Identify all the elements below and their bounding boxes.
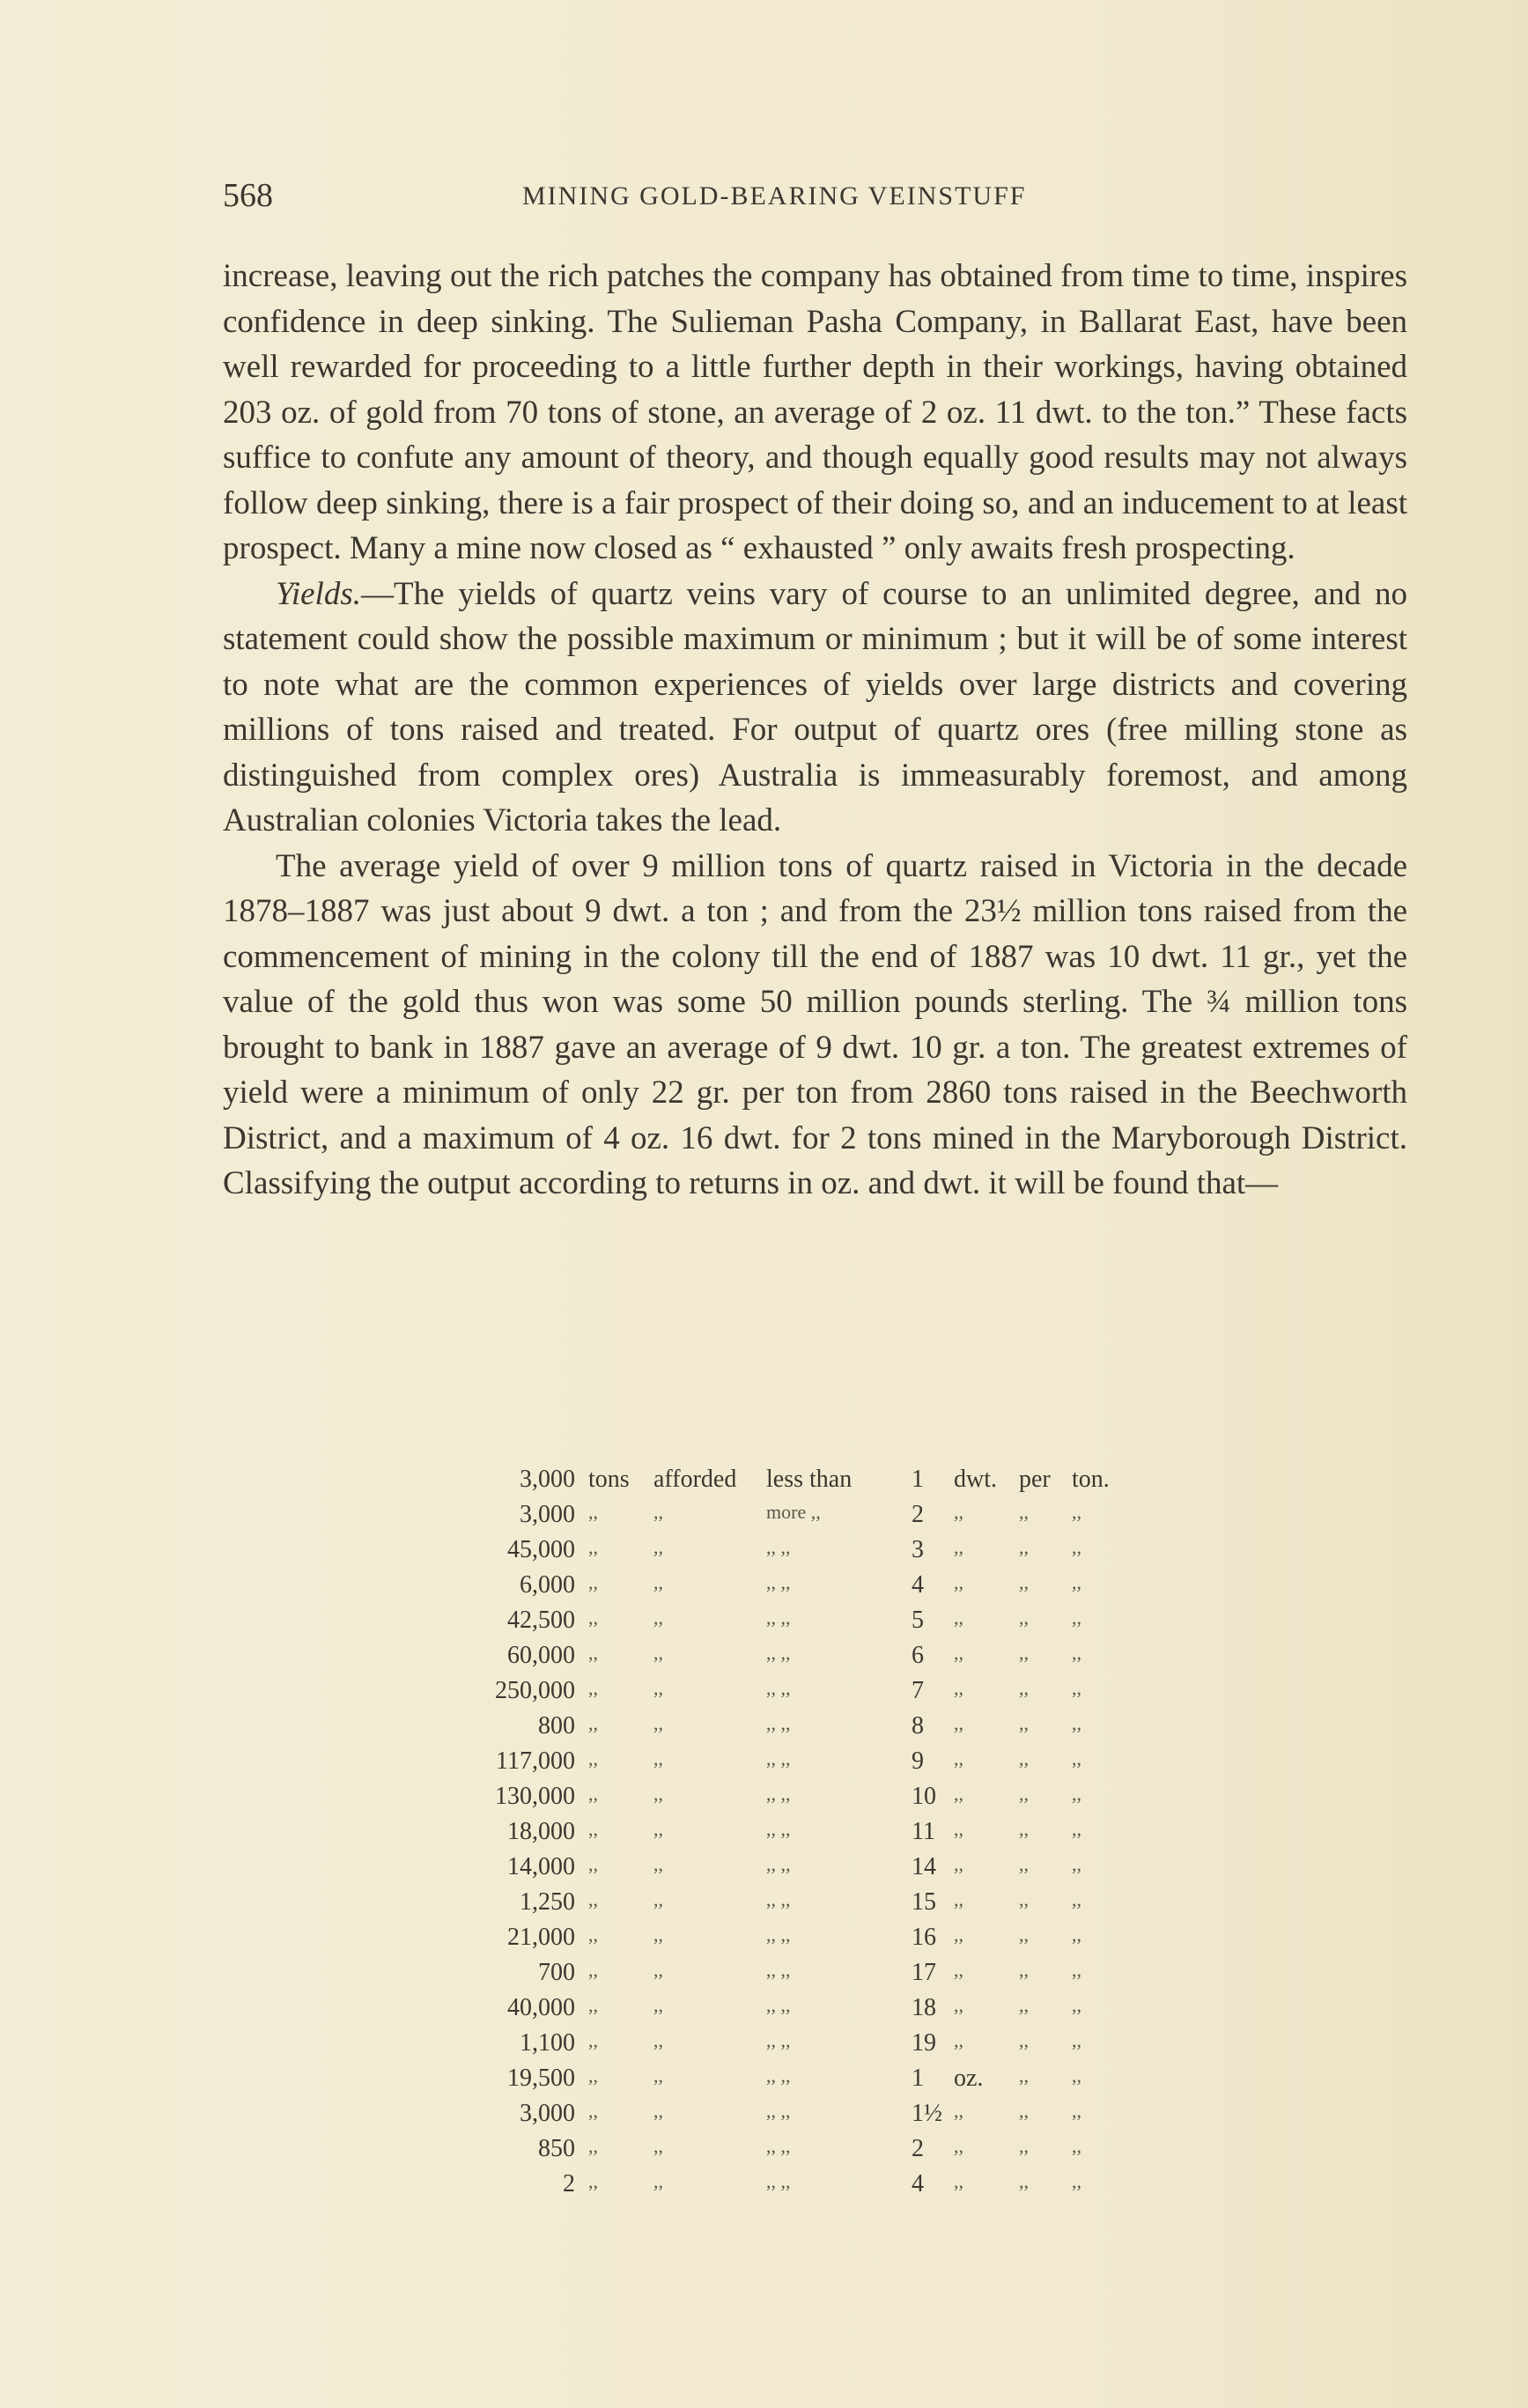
per-cell: ,,	[1019, 1642, 1029, 1664]
table-row	[458, 1712, 1127, 1747]
afforded-cell: ,,	[653, 1747, 663, 1769]
table-row	[458, 2029, 1127, 2065]
value-cell: 1	[912, 1466, 924, 1493]
ton-cell: ,,	[1072, 2065, 1081, 2087]
unit-cell: ,,	[954, 1924, 963, 1946]
value-cell: 11	[912, 1818, 935, 1845]
afforded-cell: ,,	[653, 2100, 663, 2122]
afforded-cell: ,,	[653, 2135, 663, 2157]
comparison-cell: more ,,	[766, 1501, 821, 1523]
paragraph-3: The average yield of over 9 million tons of quartz raised in Victoria in the decade 1878–1887 was just about 9 dwt. a ton ; and from the 23½ million tons raised from the commencement of mining in the colony till the end of 1887 was 10 dwt. 11 gr., yet the value of the gold thus won was some 50 million pounds sterling. The ¾ million tons brought to bank in 1887 gave an average of 9 dwt. 10 gr. a ton. The greatest extremes of yield were a minimum of only 22 gr. per ton from 2860 tons raised in the Beechworth District, and a maximum of 4 oz. 16 dwt. for 2 tons mined in the Maryborough District. Classifying the output according to returns in oz. and dwt. it will be found that—	[223, 847, 1407, 1201]
value-cell: 2	[912, 2135, 924, 2162]
value-cell: 18	[912, 1994, 936, 2021]
tons-cell: ,,	[588, 2065, 598, 2087]
per-cell: ,,	[1019, 1747, 1029, 1769]
ton-cell: ,,	[1072, 1536, 1081, 1558]
amount-cell: 800	[538, 1712, 575, 1740]
per-cell: ,,	[1019, 1607, 1029, 1629]
ton-cell: ,,	[1072, 1501, 1081, 1523]
amount-cell: 42,500	[507, 1607, 575, 1634]
per-cell: ,,	[1019, 1712, 1029, 1734]
table-row	[458, 2065, 1127, 2100]
tons-cell: ,,	[588, 1747, 598, 1769]
amount-cell: 6,000	[520, 1571, 575, 1599]
ton-cell: ,,	[1072, 1994, 1081, 2016]
afforded-cell: ,,	[653, 1783, 663, 1805]
comparison-cell: ,, ,,	[766, 1747, 791, 1769]
comparison-cell: ,, ,,	[766, 2135, 791, 2157]
comparison-cell: ,, ,,	[766, 2029, 791, 2051]
comparison-cell: ,, ,,	[766, 1959, 791, 1981]
afforded-cell: ,,	[653, 1924, 663, 1946]
afforded-cell: ,,	[653, 1536, 663, 1558]
ton-cell: ,,	[1072, 2100, 1081, 2122]
paragraph-2	[223, 572, 1407, 844]
table-row	[458, 1466, 1127, 1501]
amount-cell: 3,000	[520, 1466, 575, 1493]
unit-cell: ,,	[954, 1959, 963, 1981]
tons-cell: ,,	[588, 1677, 598, 1699]
afforded-cell: ,,	[653, 1818, 663, 1840]
per-cell: ,,	[1019, 1783, 1029, 1805]
tons-cell: ,,	[588, 1783, 598, 1805]
per-cell: ,,	[1019, 2135, 1029, 2157]
afforded-cell: ,,	[653, 1607, 663, 1629]
table-row	[458, 2170, 1127, 2205]
unit-cell: ,,	[954, 1677, 963, 1699]
afforded-cell: ,,	[653, 2065, 663, 2087]
unit-cell: ,,	[954, 2170, 963, 2192]
table-row	[458, 1642, 1127, 1677]
unit-cell: ,,	[954, 1712, 963, 1734]
comparison-cell: ,, ,,	[766, 2065, 791, 2087]
yields-heading: Yields.	[276, 575, 361, 612]
afforded-cell: ,,	[653, 2170, 663, 2192]
table-row	[458, 1818, 1127, 1853]
comparison-cell: ,, ,,	[766, 1783, 791, 1805]
unit-cell: ,,	[954, 1536, 963, 1558]
comparison-cell: ,, ,,	[766, 1642, 791, 1664]
afforded-cell: ,,	[653, 1501, 663, 1523]
per-cell: ,,	[1019, 1959, 1029, 1981]
comparison-cell: ,, ,,	[766, 1536, 791, 1558]
table-row	[458, 1501, 1127, 1536]
tons-cell: ,,	[588, 1642, 598, 1664]
unit-cell: ,,	[954, 1747, 963, 1769]
tons-cell: ,,	[588, 1994, 598, 2016]
per-cell: ,,	[1019, 1924, 1029, 1946]
value-cell: 10	[912, 1783, 936, 1810]
comparison-cell: less than	[766, 1466, 853, 1493]
ton-cell: ,,	[1072, 1853, 1081, 1875]
page-number: 568	[223, 177, 273, 214]
table-row	[458, 1924, 1127, 1959]
unit-cell: oz.	[954, 2065, 984, 2092]
ton-cell: ,,	[1072, 2135, 1081, 2157]
amount-cell: 130,000	[495, 1783, 575, 1810]
ton-cell: ,,	[1072, 1959, 1081, 1981]
amount-cell: 19,500	[507, 2065, 575, 2092]
value-cell: 4	[912, 1571, 924, 1599]
tons-cell: ,,	[588, 2100, 598, 2122]
comparison-cell: ,, ,,	[766, 1924, 791, 1946]
running-head: MINING GOLD-BEARING VEINSTUFF	[522, 181, 1027, 211]
amount-cell: 45,000	[507, 1536, 575, 1563]
afforded-cell: ,,	[653, 1571, 663, 1593]
afforded-cell: ,,	[653, 1888, 663, 1910]
ton-cell: ,,	[1072, 1677, 1081, 1699]
tons-cell: ,,	[588, 1959, 598, 1981]
unit-cell: ,,	[954, 1888, 963, 1910]
table-row	[458, 1959, 1127, 1994]
value-cell: 1	[912, 2065, 924, 2092]
amount-cell: 40,000	[507, 1994, 575, 2021]
ton-cell: ton.	[1072, 1466, 1110, 1493]
value-cell: 5	[912, 1607, 924, 1634]
table-row	[458, 1571, 1127, 1607]
afforded-cell: ,,	[653, 1712, 663, 1734]
tons-cell: ,,	[588, 1536, 598, 1558]
amount-cell: 1,100	[520, 2029, 575, 2057]
ton-cell: ,,	[1072, 2170, 1081, 2192]
comparison-cell: ,, ,,	[766, 2170, 791, 2192]
amount-cell: 850	[538, 2135, 575, 2162]
paragraph-1: increase, leaving out the rich patches the company has obtained from time to time, inspires confidence in deep sinking. The Sulieman Pasha Company, in Ballarat East, have been well rewarded for proceeding to a little further depth in their workings, having obtained 203 oz. of gold from 70 tons of stone, an average of 2 oz. 11 dwt. to the ton.” These facts suffice to confute any amount of theory, and though equally good results may not always follow deep sinking, there is a fair prospect of their doing so, and an inducement to at least prospect. Many a mine now closed as “ exhausted ” only awaits fresh prospecting.	[223, 258, 1407, 566]
comparison-cell: ,, ,,	[766, 1712, 791, 1734]
afforded-cell: ,,	[653, 2029, 663, 2051]
per-cell: ,,	[1019, 2100, 1029, 2122]
amount-cell: 18,000	[507, 1818, 575, 1845]
per-cell: ,,	[1019, 1888, 1029, 1910]
unit-cell: ,,	[954, 2029, 963, 2051]
table-row	[458, 1994, 1127, 2029]
unit-cell: ,,	[954, 1501, 963, 1523]
value-cell: 15	[912, 1888, 936, 1916]
page-header	[223, 176, 1117, 214]
ton-cell: ,,	[1072, 1571, 1081, 1593]
per-cell: ,,	[1019, 1571, 1029, 1593]
tons-cell: ,,	[588, 1888, 598, 1910]
comparison-cell: ,, ,,	[766, 1818, 791, 1840]
afforded-cell: ,,	[653, 1959, 663, 1981]
ton-cell: ,,	[1072, 1747, 1081, 1769]
table-row	[458, 2135, 1127, 2170]
tons-cell: ,,	[588, 2170, 598, 2192]
tons-cell: tons	[588, 1466, 630, 1493]
per-cell: ,,	[1019, 1501, 1029, 1523]
tons-cell: ,,	[588, 1607, 598, 1629]
per-cell: per	[1019, 1466, 1051, 1493]
ton-cell: ,,	[1072, 1783, 1081, 1805]
tons-cell: ,,	[588, 1853, 598, 1875]
yields-table	[458, 1466, 1127, 2205]
tons-cell: ,,	[588, 1501, 598, 1523]
tons-cell: ,,	[588, 2029, 598, 2051]
per-cell: ,,	[1019, 1994, 1029, 2016]
per-cell: ,,	[1019, 2170, 1029, 2192]
ton-cell: ,,	[1072, 1712, 1081, 1734]
body-text	[223, 254, 1407, 1207]
per-cell: ,,	[1019, 1853, 1029, 1875]
comparison-cell: ,, ,,	[766, 1888, 791, 1910]
unit-cell: dwt.	[954, 1466, 997, 1493]
unit-cell: ,,	[954, 2100, 963, 2122]
comparison-cell: ,, ,,	[766, 1853, 791, 1875]
amount-cell: 3,000	[520, 2100, 575, 2127]
value-cell: 1½	[912, 2100, 942, 2127]
ton-cell: ,,	[1072, 1818, 1081, 1840]
value-cell: 9	[912, 1747, 924, 1775]
value-cell: 14	[912, 1853, 936, 1880]
tons-cell: ,,	[588, 1712, 598, 1734]
table-row	[458, 2100, 1127, 2135]
ton-cell: ,,	[1072, 1642, 1081, 1664]
unit-cell: ,,	[954, 1607, 963, 1629]
comparison-cell: ,, ,,	[766, 1994, 791, 2016]
unit-cell: ,,	[954, 1642, 963, 1664]
value-cell: 16	[912, 1924, 936, 1951]
unit-cell: ,,	[954, 2135, 963, 2157]
amount-cell: 117,000	[496, 1747, 575, 1775]
afforded-cell: afforded	[653, 1466, 737, 1493]
ton-cell: ,,	[1072, 2029, 1081, 2051]
ton-cell: ,,	[1072, 1924, 1081, 1946]
per-cell: ,,	[1019, 1677, 1029, 1699]
value-cell: 3	[912, 1536, 924, 1563]
unit-cell: ,,	[954, 1853, 963, 1875]
table-row	[458, 1853, 1127, 1888]
amount-cell: 1,250	[520, 1888, 575, 1916]
unit-cell: ,,	[954, 1571, 963, 1593]
value-cell: 7	[912, 1677, 924, 1704]
amount-cell: 700	[538, 1959, 575, 1986]
amount-cell: 250,000	[495, 1677, 575, 1704]
per-cell: ,,	[1019, 2029, 1029, 2051]
amount-cell: 2	[563, 2170, 575, 2197]
tons-cell: ,,	[588, 1924, 598, 1946]
value-cell: 8	[912, 1712, 924, 1740]
afforded-cell: ,,	[653, 1853, 663, 1875]
per-cell: ,,	[1019, 1536, 1029, 1558]
afforded-cell: ,,	[653, 1677, 663, 1699]
ton-cell: ,,	[1072, 1607, 1081, 1629]
table-row	[458, 1536, 1127, 1571]
afforded-cell: ,,	[653, 1994, 663, 2016]
amount-cell: 60,000	[507, 1642, 575, 1669]
per-cell: ,,	[1019, 2065, 1029, 2087]
comparison-cell: ,, ,,	[766, 1571, 791, 1593]
tons-cell: ,,	[588, 1571, 598, 1593]
unit-cell: ,,	[954, 1994, 963, 2016]
comparison-cell: ,, ,,	[766, 1607, 791, 1629]
table-row	[458, 1888, 1127, 1924]
table-row	[458, 1607, 1127, 1642]
value-cell: 17	[912, 1959, 936, 1986]
afforded-cell: ,,	[653, 1642, 663, 1664]
per-cell: ,,	[1019, 1818, 1029, 1840]
value-cell: 2	[912, 1501, 924, 1528]
unit-cell: ,,	[954, 1818, 963, 1840]
tons-cell: ,,	[588, 1818, 598, 1840]
value-cell: 4	[912, 2170, 924, 2197]
comparison-cell: ,, ,,	[766, 2100, 791, 2122]
table-row	[458, 1783, 1127, 1818]
ton-cell: ,,	[1072, 1888, 1081, 1910]
unit-cell: ,,	[954, 1783, 963, 1805]
amount-cell: 21,000	[507, 1924, 575, 1951]
amount-cell: 3,000	[520, 1501, 575, 1528]
table-row	[458, 1677, 1127, 1712]
comparison-cell: ,, ,,	[766, 1677, 791, 1699]
table-row	[458, 1747, 1127, 1783]
value-cell: 19	[912, 2029, 936, 2057]
value-cell: 6	[912, 1642, 924, 1669]
paragraph-2-text: —The yields of quartz veins vary of course to an unlimited degree, and no statement could show the possible maximum or minimum ; but it will be of some interest to note what are the common experiences of yields over large districts and covering millions of tons raised and treated. For output of quartz ores (free milling stone as distinguished from complex ores) Australia is immeasurably foremost, and among Australian colonies Victoria takes the lead.	[223, 575, 1407, 838]
tons-cell: ,,	[588, 2135, 598, 2157]
amount-cell: 14,000	[507, 1853, 575, 1880]
